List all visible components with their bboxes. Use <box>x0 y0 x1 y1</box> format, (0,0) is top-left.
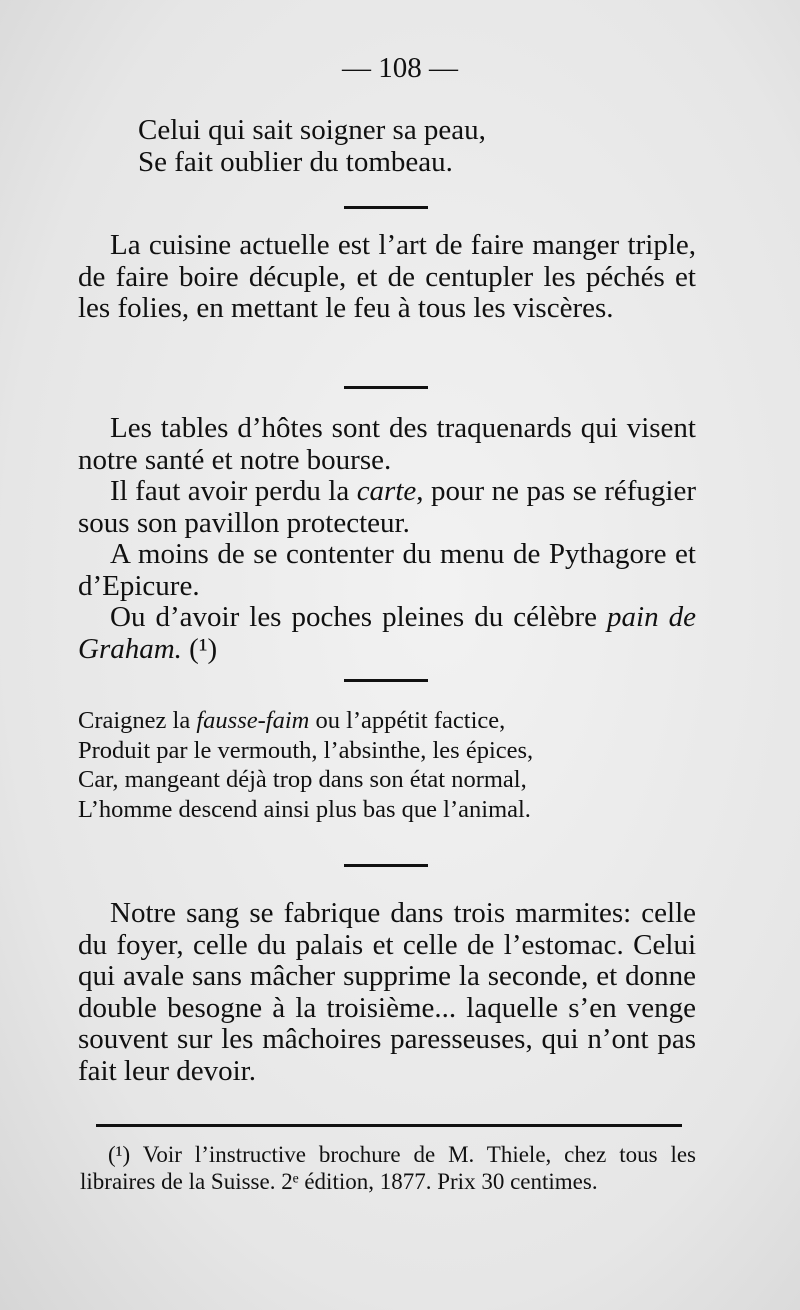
verse-quatrain <box>78 706 696 824</box>
footnote-divider <box>96 1124 682 1127</box>
emphasis-pain-de-graham: pain de Graham. <box>78 601 696 665</box>
verse-couplet <box>138 114 698 178</box>
section-divider <box>344 206 428 209</box>
footnote-text: (¹) Voir l’instructive brochure de M. Thiele, chez tous les libraires de la Suisse. 2ᵉ édition, 1877. Prix 30 centimes. <box>80 1142 696 1194</box>
paragraph-text: Il faut avoir perdu la carte, pour ne pas se réfugier sous son pavillon protecteur. <box>78 475 696 539</box>
paragraph-text: A moins de se contenter du menu de Pythagore et d’Epicure. <box>78 538 696 602</box>
paragraph-text: La cuisine actuelle est l’art de faire manger triple, de faire boire décuple, et de centupler les péchés et les folies, en mettant le feu à tous les viscères. <box>78 229 696 324</box>
emphasis-carte: carte <box>356 475 417 507</box>
emphasis-fausse-faim: fausse-faim <box>196 707 310 734</box>
paragraph-text: Ou d’avoir les poches pleines du célèbre pain de Graham. (¹) <box>78 601 696 665</box>
verse-line: Produit par le vermouth, l’absinthe, les épices, <box>78 736 534 764</box>
section-divider <box>344 386 428 389</box>
footnote <box>80 1141 696 1195</box>
footnote-reference: (¹) <box>189 632 218 665</box>
paragraph-cuisine <box>78 230 696 325</box>
verse-line: Se fait oublier du tombeau. <box>138 146 453 178</box>
section-divider <box>344 864 428 867</box>
page-number: — 108 — <box>342 52 458 84</box>
paragraph-sang <box>78 898 696 1087</box>
section-divider <box>344 679 428 682</box>
verse-line: L’homme descend ainsi plus bas que l’animal. <box>78 795 531 823</box>
verse-line: Craignez la fausse-faim ou l’appétit factice, <box>78 707 506 734</box>
paragraph-text: Notre sang se fabrique dans trois marmites: celle du foyer, celle du palais et celle de l’estomac. Celui qui avale sans mâcher supprime la seconde, et donne double besogne à la troisième... laquelle s’en venge souvent sur les mâchoires paresseuses, qui n’ont pas fait leur devoir. <box>78 897 696 1087</box>
paragraph-tables-dhotes <box>78 413 696 665</box>
paragraph-text: Les tables d’hôtes sont des traquenards qui visent notre santé et notre bourse. <box>78 412 696 476</box>
verse-line: Celui qui sait soigner sa peau, <box>138 114 486 146</box>
verse-line: Car, mangeant déjà trop dans son état normal, <box>78 766 527 793</box>
